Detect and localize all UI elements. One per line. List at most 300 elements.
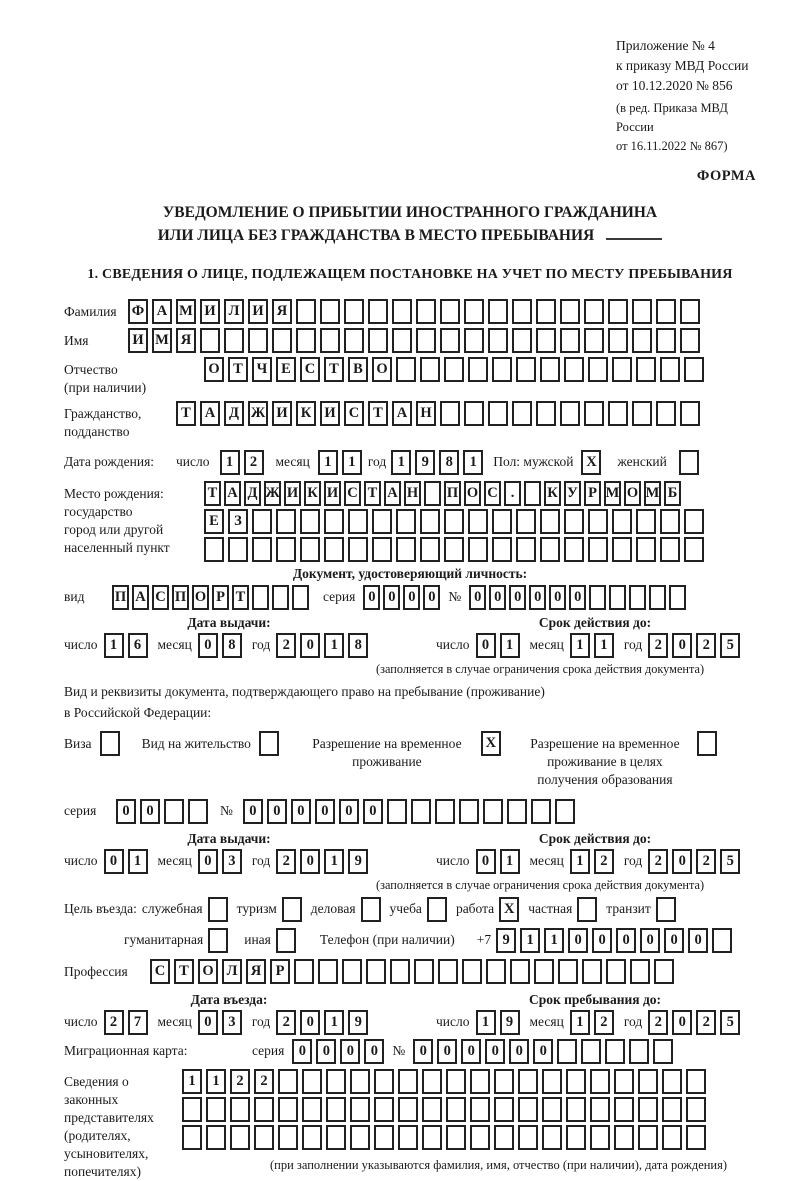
char-cell: 3 xyxy=(222,849,242,874)
char-cell: И xyxy=(272,401,292,426)
char-cell xyxy=(662,1125,682,1150)
option-label-line: проживание xyxy=(352,754,422,769)
char-cell xyxy=(444,357,464,382)
char-cell xyxy=(560,299,580,324)
char-cell xyxy=(540,509,560,534)
char-cell xyxy=(494,1097,514,1122)
char-cell: Л xyxy=(224,299,244,324)
char-cell: 0 xyxy=(363,585,380,610)
char-cell: Т xyxy=(204,481,221,506)
char-cell: 0 xyxy=(476,849,496,874)
char-cell xyxy=(540,537,560,562)
option-temp-residence-education xyxy=(521,729,717,789)
purpose-row-2 xyxy=(64,928,756,953)
char-cell xyxy=(516,509,536,534)
char-cell xyxy=(534,959,554,984)
char-cell xyxy=(654,959,674,984)
char-cell xyxy=(372,537,392,562)
char-cell xyxy=(662,1097,682,1122)
char-cell xyxy=(630,959,650,984)
entry-stay-dates xyxy=(64,991,756,1035)
purpose-private-checkbox xyxy=(577,897,597,922)
birth-place-row2 xyxy=(204,509,704,534)
char-cell: 0 xyxy=(198,1010,218,1035)
char-cell xyxy=(208,928,228,953)
char-cell xyxy=(206,1097,226,1122)
char-cell: 1 xyxy=(391,450,411,475)
char-cell xyxy=(164,799,184,824)
char-cell: 0 xyxy=(383,585,400,610)
char-cell xyxy=(254,1125,274,1150)
purpose-private-label: частная xyxy=(528,901,573,916)
char-cell xyxy=(462,959,482,984)
month-label: месяц xyxy=(529,1014,564,1029)
option-residence-permit-label: Вид на жительство xyxy=(141,736,251,751)
char-cell xyxy=(679,450,699,475)
purpose-transit-label: транзит xyxy=(606,901,651,916)
char-cell: 1 xyxy=(570,849,590,874)
phone-boxes xyxy=(496,928,732,953)
sex-female-checkbox xyxy=(679,450,699,475)
char-cell: 0 xyxy=(549,585,566,610)
char-cell: 0 xyxy=(423,585,440,610)
purpose-other-label: иная xyxy=(244,932,271,947)
purpose-official-checkbox xyxy=(208,897,228,922)
birth-place-label-line: Место рождения: xyxy=(64,486,164,501)
purpose-study-label: учеба xyxy=(389,901,422,916)
option-visa-checkbox xyxy=(100,731,120,756)
char-cell xyxy=(398,1125,418,1150)
char-cell xyxy=(276,537,296,562)
char-cell xyxy=(684,509,704,534)
profession-boxes xyxy=(150,959,674,984)
month-label: месяц xyxy=(529,853,564,868)
char-cell: 1 xyxy=(570,1010,590,1035)
char-cell xyxy=(416,299,436,324)
char-cell xyxy=(680,328,700,353)
char-cell xyxy=(324,537,344,562)
char-cell xyxy=(248,328,268,353)
char-cell xyxy=(566,1097,586,1122)
residence-number-boxes xyxy=(243,799,575,824)
birth-place-block xyxy=(64,481,756,562)
birth-place-row3 xyxy=(204,537,704,562)
char-cell xyxy=(636,537,656,562)
char-cell xyxy=(464,299,484,324)
char-cell xyxy=(608,328,628,353)
char-cell xyxy=(566,1069,586,1094)
char-cell: П xyxy=(112,585,129,610)
title-line-1: УВЕДОМЛЕНИЕ О ПРИБЫТИИ ИНОСТРАННОГО ГРАЖДАНИНА xyxy=(162,204,658,221)
char-cell: 0 xyxy=(469,585,486,610)
residence-series-row xyxy=(64,799,756,824)
char-cell: О xyxy=(464,481,481,506)
char-cell xyxy=(468,357,488,382)
char-cell xyxy=(374,1069,394,1094)
char-cell xyxy=(488,328,508,353)
char-cell: А xyxy=(152,299,172,324)
char-cell: А xyxy=(200,401,220,426)
char-cell: З xyxy=(228,509,248,534)
stay-until-line xyxy=(436,1010,754,1035)
char-cell xyxy=(492,357,512,382)
char-cell xyxy=(536,299,556,324)
entry-month-boxes xyxy=(198,1010,242,1035)
doc-series-label: серия xyxy=(323,589,356,604)
char-cell xyxy=(348,537,368,562)
char-cell: К xyxy=(544,481,561,506)
char-cell: С xyxy=(344,481,361,506)
char-cell xyxy=(254,1097,274,1122)
char-cell xyxy=(680,299,700,324)
char-cell: 0 xyxy=(292,1039,312,1064)
option-visa-label: Виза xyxy=(64,736,92,751)
char-cell xyxy=(581,1039,601,1064)
char-cell xyxy=(492,537,512,562)
char-cell xyxy=(392,299,412,324)
char-cell: 1 xyxy=(220,450,240,475)
residence-series-boxes xyxy=(116,799,208,824)
char-cell: Е xyxy=(276,357,296,382)
char-cell: Т xyxy=(228,357,248,382)
char-cell: 0 xyxy=(104,849,124,874)
char-cell: 0 xyxy=(568,928,588,953)
purpose-transit-checkbox xyxy=(656,897,676,922)
char-cell: К xyxy=(296,401,316,426)
valid-date-line xyxy=(436,633,754,658)
char-cell xyxy=(684,537,704,562)
char-cell xyxy=(300,509,320,534)
entry-day-boxes xyxy=(104,1010,148,1035)
residence-valid-col xyxy=(376,830,754,893)
char-cell xyxy=(686,1069,706,1094)
identity-doc-row xyxy=(64,585,756,610)
title-line-2 xyxy=(64,224,756,247)
year-label: год xyxy=(251,637,271,652)
issue-date-line xyxy=(64,849,394,874)
purpose-humanitarian-label: гуманитарная xyxy=(124,932,204,947)
valid-year-boxes xyxy=(648,849,740,874)
char-cell xyxy=(278,1069,298,1094)
char-cell: Ж xyxy=(264,481,281,506)
char-cell xyxy=(276,928,296,953)
char-cell xyxy=(438,959,458,984)
char-cell: В xyxy=(348,357,368,382)
char-cell: 2 xyxy=(594,1010,614,1035)
char-cell: 1 xyxy=(463,450,483,475)
doc-series-boxes xyxy=(363,585,440,610)
char-cell: 9 xyxy=(348,849,368,874)
char-cell: Н xyxy=(416,401,436,426)
char-cell xyxy=(396,537,416,562)
char-cell xyxy=(374,1125,394,1150)
purpose-business-checkbox xyxy=(361,897,381,922)
char-cell: 0 xyxy=(509,1039,529,1064)
char-cell xyxy=(660,509,680,534)
char-cell xyxy=(446,1125,466,1150)
char-cell: Т xyxy=(368,401,388,426)
char-cell: А xyxy=(384,481,401,506)
issue-day-boxes xyxy=(104,633,148,658)
char-cell: 1 xyxy=(476,1010,496,1035)
char-cell xyxy=(411,799,431,824)
char-cell: С xyxy=(344,401,364,426)
char-cell: Я xyxy=(176,328,196,353)
residence-doc-dates xyxy=(64,830,756,893)
char-cell xyxy=(470,1125,490,1150)
issue-year-boxes xyxy=(276,633,368,658)
char-cell xyxy=(320,299,340,324)
char-cell xyxy=(512,299,532,324)
char-cell: 2 xyxy=(276,1010,296,1035)
char-cell: 1 xyxy=(324,1010,344,1035)
year-label: год xyxy=(623,853,643,868)
purpose-official-label: служебная xyxy=(141,901,203,916)
representatives-label-line: усыновителях, xyxy=(64,1146,149,1161)
char-cell: 9 xyxy=(496,928,516,953)
char-cell xyxy=(446,1097,466,1122)
surname-row xyxy=(64,299,756,324)
char-cell xyxy=(516,357,536,382)
char-cell: 1 xyxy=(570,633,590,658)
citizenship-label-line1: Гражданство, xyxy=(64,406,142,421)
char-cell: Т xyxy=(174,959,194,984)
char-cell: 9 xyxy=(415,450,435,475)
month-label: месяц xyxy=(157,637,192,652)
char-cell xyxy=(342,959,362,984)
validity-note: (заполняется в случае ограничения срока действия документа) xyxy=(376,878,705,892)
issue-date-heading: Дата выдачи: xyxy=(187,615,271,630)
char-cell xyxy=(272,328,292,353)
char-cell xyxy=(252,585,269,610)
char-cell xyxy=(564,509,584,534)
char-cell xyxy=(366,959,386,984)
char-cell: И xyxy=(284,481,301,506)
char-cell xyxy=(588,509,608,534)
birth-place-label-line: город или другой xyxy=(64,522,164,537)
edition-block xyxy=(616,99,756,156)
char-cell: 0 xyxy=(569,585,586,610)
char-cell xyxy=(536,328,556,353)
patronymic-label xyxy=(64,357,204,397)
char-cell: 7 xyxy=(128,1010,148,1035)
char-cell: 1 xyxy=(128,849,148,874)
char-cell xyxy=(292,585,309,610)
char-cell xyxy=(387,799,407,824)
char-cell xyxy=(680,401,700,426)
char-cell xyxy=(492,509,512,534)
char-cell: О xyxy=(372,357,392,382)
day-label: число xyxy=(64,1014,98,1029)
day-label: число xyxy=(436,637,470,652)
char-cell xyxy=(608,401,628,426)
day-label: число xyxy=(64,853,98,868)
char-cell: Я xyxy=(272,299,292,324)
char-cell xyxy=(686,1097,706,1122)
char-cell: 2 xyxy=(254,1069,274,1094)
char-cell: Я xyxy=(246,959,266,984)
identity-doc-heading: Документ, удостоверяющий личность: xyxy=(292,566,528,581)
char-cell: 0 xyxy=(340,1039,360,1064)
char-cell: 2 xyxy=(276,633,296,658)
char-cell xyxy=(276,509,296,534)
char-cell: 0 xyxy=(437,1039,457,1064)
residence-series-label: серия xyxy=(64,803,97,818)
option-label-line: проживание в целях xyxy=(547,754,663,769)
char-cell xyxy=(614,1125,634,1150)
stay-until-heading: Срок пребывания до: xyxy=(528,992,662,1007)
char-cell xyxy=(470,1069,490,1094)
char-cell: 1 xyxy=(500,849,520,874)
char-cell: 0 xyxy=(413,1039,433,1064)
char-cell xyxy=(632,299,652,324)
month-label: месяц xyxy=(157,1014,192,1029)
char-cell xyxy=(629,1039,649,1064)
char-cell: Н xyxy=(404,481,421,506)
surname-boxes xyxy=(128,299,700,324)
char-cell: 1 xyxy=(342,450,362,475)
char-cell: 1 xyxy=(182,1069,202,1094)
char-cell xyxy=(272,585,289,610)
char-cell xyxy=(427,897,447,922)
month-label: месяц xyxy=(529,637,564,652)
stay-day-boxes xyxy=(476,1010,520,1035)
edition-line: от 16.11.2022 № 867) xyxy=(616,139,728,153)
char-cell xyxy=(697,731,717,756)
citizenship-label xyxy=(64,401,176,441)
char-cell xyxy=(204,537,224,562)
birth-place-label-line: государство xyxy=(64,504,133,519)
char-cell: 2 xyxy=(104,1010,124,1035)
option-label-line: получения образования xyxy=(537,772,673,787)
char-cell: 0 xyxy=(476,633,496,658)
month-label: месяц xyxy=(275,454,310,469)
char-cell xyxy=(486,959,506,984)
char-cell: А xyxy=(224,481,241,506)
char-cell xyxy=(518,1125,538,1150)
char-cell xyxy=(605,1039,625,1064)
char-cell xyxy=(632,401,652,426)
profession-row xyxy=(64,959,756,984)
purpose-study-checkbox xyxy=(427,897,447,922)
char-cell: 0 xyxy=(533,1039,553,1064)
char-cell: 0 xyxy=(198,849,218,874)
stay-until-col xyxy=(436,991,754,1035)
option-temp-residence-checkbox xyxy=(481,731,501,756)
char-cell: К xyxy=(304,481,321,506)
validity-note: (заполняется в случае ограничения срока действия документа) xyxy=(376,662,705,676)
char-cell xyxy=(590,1125,610,1150)
char-cell xyxy=(182,1125,202,1150)
issue-year-boxes xyxy=(276,849,368,874)
form-content xyxy=(64,299,756,1181)
representatives-label xyxy=(64,1069,182,1181)
char-cell: 0 xyxy=(339,799,359,824)
char-cell xyxy=(612,357,632,382)
char-cell xyxy=(564,537,584,562)
char-cell: 1 xyxy=(594,633,614,658)
char-cell xyxy=(653,1039,673,1064)
char-cell xyxy=(629,585,646,610)
phone-label: Телефон (при наличии) xyxy=(319,932,455,947)
representatives-note: (при заполнении указываются фамилия, имя, отчество (при наличии), дата рождения) xyxy=(270,1158,728,1172)
birth-place-label-line: населенный пункт xyxy=(64,540,170,555)
char-cell xyxy=(302,1069,322,1094)
entry-date-col xyxy=(64,991,394,1035)
birth-day-boxes xyxy=(220,450,264,475)
identity-valid-col xyxy=(376,614,754,677)
purpose-other-checkbox xyxy=(276,928,296,953)
char-cell: 0 xyxy=(485,1039,505,1064)
char-cell xyxy=(638,1069,658,1094)
char-cell: Р xyxy=(584,481,601,506)
char-cell xyxy=(182,1097,202,1122)
char-cell xyxy=(614,1097,634,1122)
char-cell xyxy=(662,1069,682,1094)
char-cell xyxy=(584,328,604,353)
migration-series-label: серия xyxy=(252,1043,285,1058)
char-cell xyxy=(560,328,580,353)
char-cell: 0 xyxy=(300,633,320,658)
issue-date-line xyxy=(64,633,394,658)
year-label: год xyxy=(623,637,643,652)
char-cell xyxy=(516,537,536,562)
option-temp-residence-education-label xyxy=(521,729,689,789)
char-cell xyxy=(416,328,436,353)
char-cell xyxy=(374,1097,394,1122)
char-cell xyxy=(542,1097,562,1122)
page-title xyxy=(64,201,756,247)
char-cell: С xyxy=(152,585,169,610)
month-label: месяц xyxy=(157,853,192,868)
representatives-row1 xyxy=(182,1069,727,1094)
patronymic-row xyxy=(64,357,756,397)
char-cell: 0 xyxy=(315,799,335,824)
char-cell: 0 xyxy=(300,1010,320,1035)
char-cell: А xyxy=(132,585,149,610)
identity-doc-dates xyxy=(64,614,756,677)
char-cell xyxy=(100,731,120,756)
char-cell xyxy=(224,328,244,353)
char-cell xyxy=(318,959,338,984)
char-cell xyxy=(609,585,626,610)
doc-type-boxes xyxy=(112,585,309,610)
char-cell xyxy=(536,401,556,426)
residence-issue-col xyxy=(64,830,394,893)
migration-card-row xyxy=(64,1039,756,1064)
purpose-label: Цель въезда: xyxy=(64,901,137,916)
char-cell xyxy=(440,401,460,426)
char-cell xyxy=(372,509,392,534)
char-cell: 2 xyxy=(696,633,716,658)
char-cell xyxy=(278,1125,298,1150)
entry-year-boxes xyxy=(276,1010,368,1035)
residence-number-label: № xyxy=(220,803,233,818)
birth-place-row1 xyxy=(204,481,704,506)
char-cell xyxy=(350,1125,370,1150)
char-cell xyxy=(392,328,412,353)
char-cell: 1 xyxy=(500,633,520,658)
title-blank-line xyxy=(606,225,662,240)
char-cell xyxy=(686,1125,706,1150)
char-cell xyxy=(614,1069,634,1094)
char-cell: 0 xyxy=(529,585,546,610)
representatives-row2 xyxy=(182,1097,727,1122)
char-cell xyxy=(531,799,551,824)
char-cell xyxy=(582,959,602,984)
char-cell: Р xyxy=(270,959,290,984)
char-cell xyxy=(444,537,464,562)
